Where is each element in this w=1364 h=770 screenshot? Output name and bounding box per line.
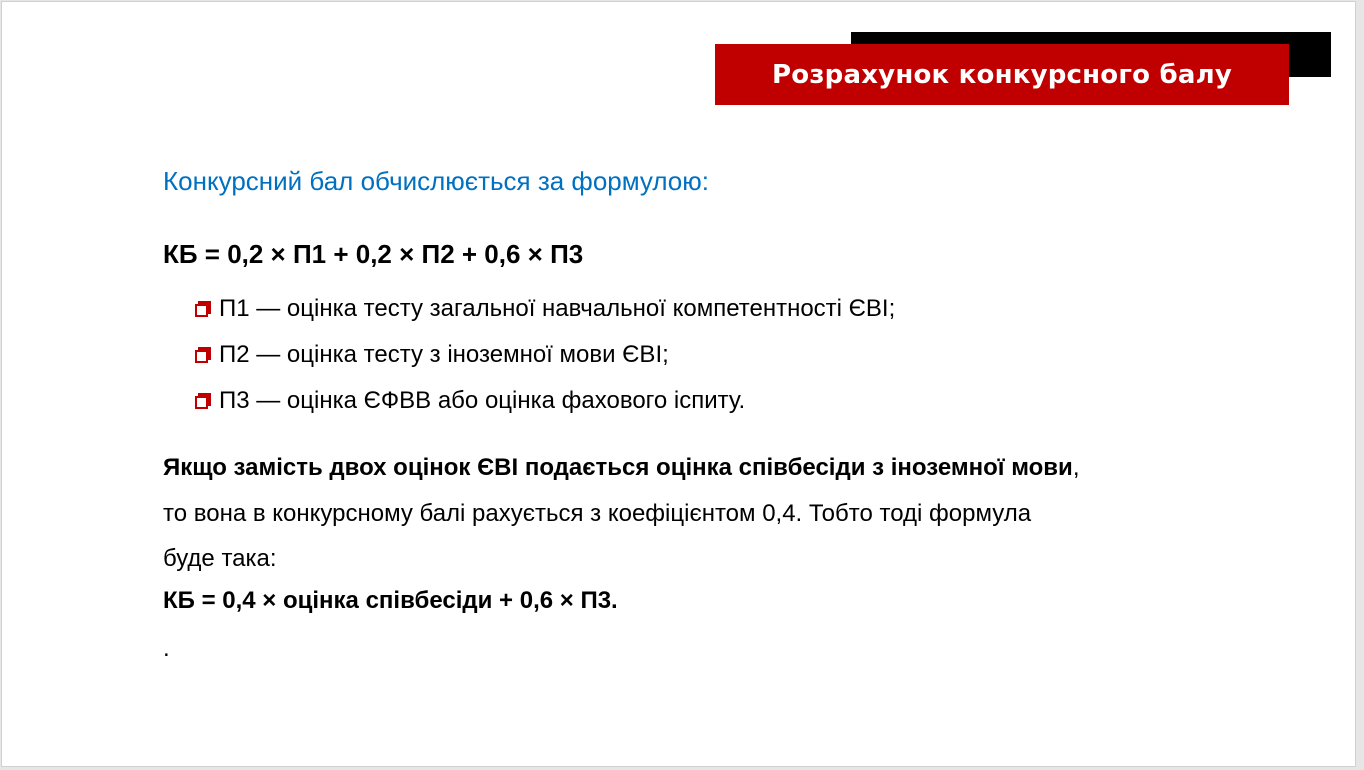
alternative-formula: КБ = 0,4 × оцінка співбесіди + 0,6 × П3.: [163, 587, 618, 614]
variables-list: [195, 286, 895, 424]
trailing-dot: .: [163, 635, 170, 662]
list-item-text: П1 — оцінка тесту загальної навчальної компетентності ЄВІ;: [219, 295, 896, 322]
list-item-text: П3 — оцінка ЄФВВ або оцінка фахового іспиту.: [219, 387, 746, 414]
main-formula: КБ = 0,2 × П1 + 0,2 × П2 + 0,6 × П3: [163, 239, 584, 269]
list-item: [195, 332, 895, 378]
list-item-text: П2 — оцінка тесту з іноземної мови ЄВІ;: [219, 341, 669, 368]
square-bullet-icon: [195, 347, 212, 365]
list-item: [195, 378, 895, 424]
slide: [1, 1, 1356, 767]
square-bullet-icon: [195, 301, 212, 319]
title-banner: [715, 44, 1289, 105]
list-item: [195, 286, 895, 332]
note-rest: , то вона в конкурсному балі рахується з коефіцієнтом 0,4. Тобто тоді формула буде така:: [163, 454, 1080, 572]
note-paragraph: [163, 445, 1083, 582]
intro-text: Конкурсний бал обчислюється за формулою:: [163, 166, 709, 196]
square-bullet-icon: [195, 393, 212, 411]
note-bold-part: Якщо замість двох оцінок ЄВІ подається оцінка співбесіди з іноземної мови: [163, 454, 1073, 481]
slide-title: Розрахунок конкурсного балу: [772, 59, 1232, 90]
